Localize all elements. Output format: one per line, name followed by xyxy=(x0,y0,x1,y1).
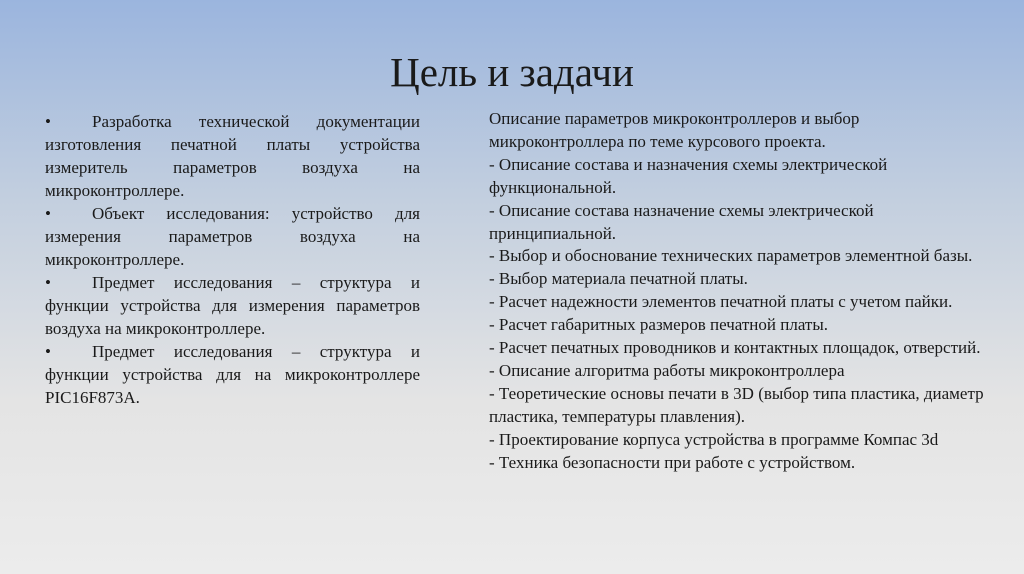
task-item: - Выбор и обоснование технических параметров элементной базы. xyxy=(489,246,973,266)
bullet-text: Объект исследования: устройство для измерения параметров воздуха на микроконтроллере. xyxy=(45,204,420,269)
task-item: - Выбор материала печатной платы. xyxy=(489,269,748,289)
task-item: Описание параметров микроконтроллеров и выбор микроконтроллера по теме курсового проекта. xyxy=(489,109,860,151)
bullet-marker: • xyxy=(45,204,51,223)
task-list xyxy=(489,108,989,475)
bullet-item xyxy=(45,271,420,340)
bullet-marker: • xyxy=(45,273,51,292)
task-item: - Техника безопасности при работе с устройством. xyxy=(489,452,856,472)
bullet-text: Предмет исследования – структура и функции устройства для измерения параметров воздуха на микроконтроллере. xyxy=(45,273,420,338)
left-bullet-list xyxy=(45,110,420,409)
bullet-marker: • xyxy=(45,112,51,131)
slide-title: Цель и задачи xyxy=(390,49,634,95)
task-item: - Описание состава назначение схемы электрической принципиальной. xyxy=(489,200,874,243)
task-item: - Описание состава и назначения схемы электрической функциональной. xyxy=(489,154,888,197)
bullet-item xyxy=(45,202,420,271)
bullet-item xyxy=(45,110,420,202)
task-item: - Проектирование корпуса устройства в программе Компас 3d xyxy=(489,429,939,449)
bullet-text: Разработка технической документации изготовления печатной платы устройства измеритель параметров воздуха на микроконтроллере. xyxy=(45,112,420,200)
bullet-item xyxy=(45,340,420,409)
task-item: - Описание алгоритма работы микроконтроллера xyxy=(489,360,845,380)
bullet-text: Предмет исследования – структура и функции устройства для на микроконтроллере PIC16F873A. xyxy=(45,342,420,407)
task-item: - Расчет печатных проводников и контактных площадок, отверстий. xyxy=(489,338,981,358)
task-item: - Расчет надежности элементов печатной платы с учетом пайки. xyxy=(489,292,953,312)
task-item: - Теоретические основы печати в 3D (выбор типа пластика, диаметр пластика, температуры плавления). xyxy=(489,383,984,426)
bullet-marker: • xyxy=(45,342,51,361)
task-item: - Расчет габаритных размеров печатной платы. xyxy=(489,315,829,335)
